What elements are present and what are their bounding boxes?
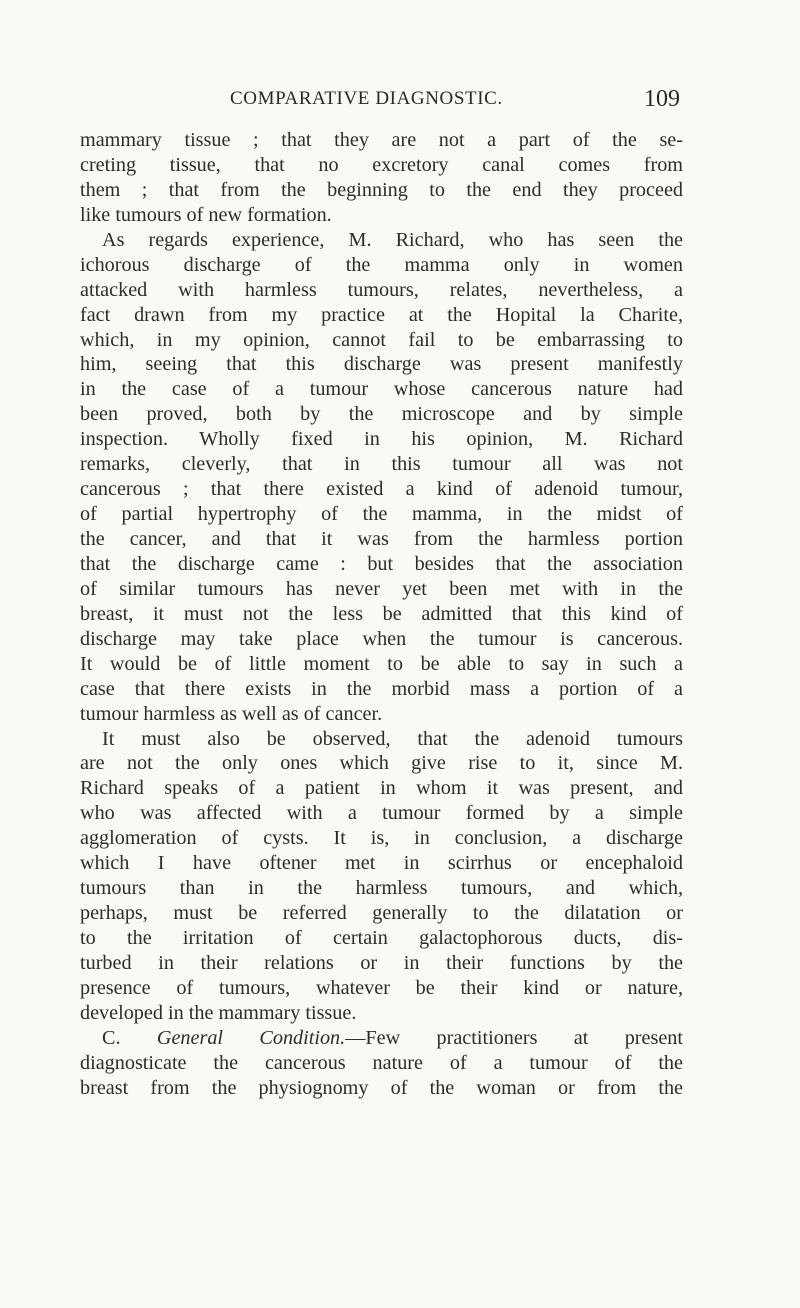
text-line: who was affected with a tumour formed by a simple [80, 802, 683, 825]
section-c-line [80, 1026, 683, 1051]
text-line: to the irritation of certain galactophorous ducts, dis- [80, 927, 683, 949]
text-line: developed in the mammary tissue. [80, 1001, 357, 1024]
text-line: tumour harmless as well as of cancer. [80, 702, 383, 725]
text-line: diagnosticate the cancerous nature of a tumour of the [80, 1051, 683, 1074]
text-line: been proved, both by the microscope and by simple [80, 403, 683, 426]
text-line: are not the only ones which give rise to it, since M. [80, 752, 683, 775]
section-c-label: C. [102, 1026, 121, 1049]
text-line: As regards experience, M. Richard, who has seen the [102, 228, 683, 251]
text-line: ichorous discharge of the mamma only in women [80, 253, 683, 276]
page-number: 109 [644, 86, 680, 112]
running-title: COMPARATIVE DIAGNOSTIC. [230, 88, 503, 109]
text-line: turbed in their relations or in their functions by the [80, 951, 683, 974]
text-line: agglomeration of cysts. It is, in conclusion, a discharge [80, 827, 683, 850]
text-line: the cancer, and that it was from the harmless portion [80, 528, 683, 550]
text-line: of partial hypertrophy of the mamma, in the midst of [80, 503, 683, 526]
text-line: breast from the physiognomy of the woman or from the [80, 1076, 683, 1099]
text-line: cancerous ; that there existed a kind of adenoid tumour, [80, 478, 683, 501]
text-line: presence of tumours, whatever be their kind or nature, [80, 976, 683, 999]
text-line: case that there exists in the morbid mass a portion of a [80, 677, 683, 700]
text-line: fact drawn from my practice at the Hopital la Charite, [80, 303, 683, 326]
text-line: inspection. Wholly fixed in his opinion, M. Richard [80, 428, 683, 451]
body-text [80, 128, 683, 1101]
text-line: which, in my opinion, cannot fail to be embarrassing to [80, 328, 683, 351]
page-header [80, 88, 680, 116]
text-line: It must also be observed, that the adenoid tumours [102, 727, 683, 750]
text-line: remarks, cleverly, that in this tumour all was not [80, 453, 683, 476]
text-line: them ; that from the beginning to the end they proceed [80, 178, 683, 201]
section-c-title: General Condition. [156, 1026, 346, 1049]
text-line: attacked with harmless tumours, relates, nevertheless, a [80, 278, 683, 301]
text-line: like tumours of new formation. [80, 203, 332, 226]
text-line: in the case of a tumour whose cancerous nature had [80, 378, 683, 401]
text-line: breast, it must not the less be admitted that this kind of [80, 602, 683, 625]
text-line: him, seeing that this discharge was present manifestly [80, 353, 683, 376]
text-line: of similar tumours has never yet been met with in the [80, 577, 683, 600]
text-line: creting tissue, that no excretory canal comes from [80, 153, 683, 176]
text-line: perhaps, must be referred generally to the dilatation or [80, 902, 683, 925]
text-line: Richard speaks of a patient in whom it was present, and [80, 777, 683, 800]
text-line: which I have oftener met in scirrhus or encephaloid [80, 852, 683, 875]
section-c-dash: —Few [345, 1026, 401, 1049]
text-line: It would be of little moment to be able to say in such a [80, 652, 683, 675]
text-line: that the discharge came : but besides that the association [80, 552, 683, 575]
section-c-rest: practitioners at present [436, 1026, 684, 1049]
text-line: discharge may take place when the tumour is cancerous. [80, 627, 683, 650]
text-line: mammary tissue ; that they are not a part of the se- [80, 129, 683, 151]
text-line: tumours than in the harmless tumours, and which, [80, 877, 683, 900]
